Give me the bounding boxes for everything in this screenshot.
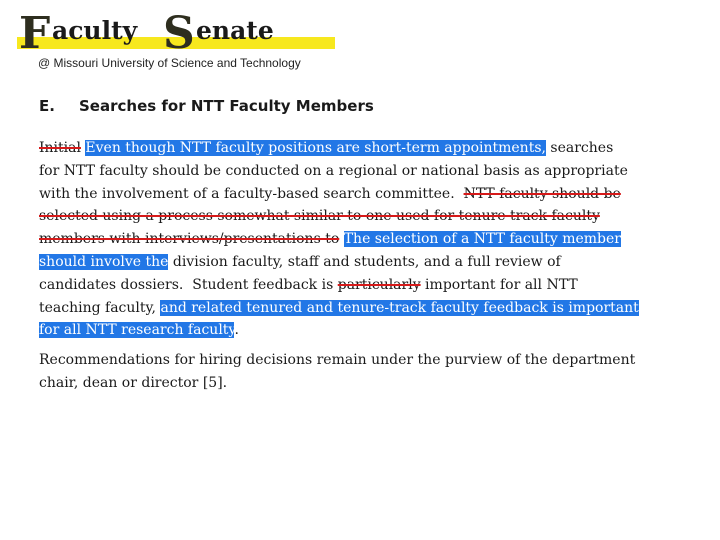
text-run: searches — [545, 140, 614, 156]
text-run: candidates dossiers. Student feedback is — [39, 276, 338, 293]
text-line — [39, 183, 679, 206]
deleted-text: Initial — [39, 140, 81, 156]
deleted-text: NTT faculty should be — [463, 185, 621, 202]
text-run: division faculty, staff and students, and a full review of — [168, 253, 561, 270]
text-line — [39, 319, 679, 342]
text-line — [39, 228, 679, 251]
logo-word-enate: enate — [196, 16, 274, 45]
text-line — [39, 137, 679, 160]
text-run: . — [234, 322, 239, 339]
logo-subtitle: @ Missouri University of Science and Technology — [38, 56, 301, 70]
text-line: for NTT faculty should be conducted on a regional or national basis as appropriate — [39, 162, 628, 179]
section-heading — [39, 97, 374, 115]
highlighted-text: Even though NTT faculty positions are short-term appointments, — [85, 140, 546, 156]
text-line: Recommendations for hiring decisions remain under the purview of the department — [39, 352, 636, 368]
paragraph-1 — [39, 137, 679, 342]
logo-letter-f: F — [19, 8, 51, 59]
highlighted-text: for all NTT research faculty — [39, 322, 235, 339]
text-run: with the involvement of a faculty-based search committee. — [39, 185, 455, 202]
highlighted-text: and related tenured and tenure-track faculty feedback is important — [160, 299, 639, 316]
text-line: chair, dean or director [5]. — [39, 374, 228, 391]
section-title: Searches for NTT Faculty Members — [79, 97, 374, 115]
paragraph-2 — [39, 349, 679, 395]
text-line — [39, 297, 679, 320]
text-line — [39, 274, 679, 297]
highlighted-text: should involve the — [39, 253, 169, 270]
deleted-text: members with interviews/presentations to — [39, 231, 340, 248]
text-run: important for all NTT — [420, 276, 578, 293]
deleted-text: selected using a process somewhat similar to one used for tenure track faculty — [39, 208, 600, 225]
logo-letter-s: S — [163, 8, 195, 59]
faculty-senate-logo — [0, 0, 720, 80]
deleted-text: particularly — [337, 276, 421, 293]
highlighted-text: The selection of a NTT faculty member — [343, 231, 621, 248]
section-number: E. — [39, 97, 55, 115]
text-line — [39, 251, 679, 274]
logo-word-aculty: aculty — [52, 16, 138, 45]
text-run: teaching faculty, — [39, 299, 161, 316]
text-line — [39, 205, 679, 228]
